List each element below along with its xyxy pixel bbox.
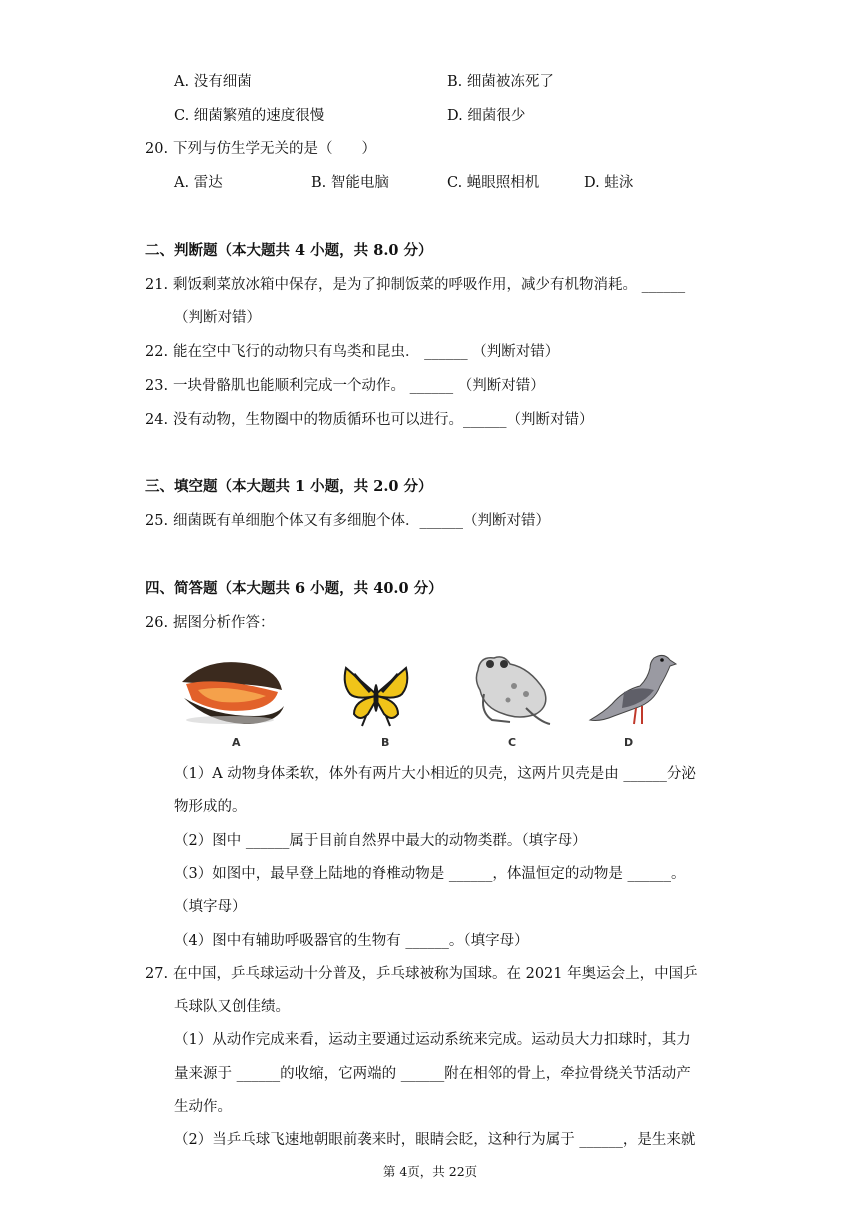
figure-caption-d: D [624,736,634,749]
question-27 [145,964,698,984]
q20-option-a: A. 雷达 [174,175,223,191]
question-text: 能在空中飞行的动物只有鸟类和昆虫． ______ （判断对错） [173,344,560,360]
question-text: 据图分析作答： [173,615,275,631]
q26-part3-line2: （填字母） [174,899,247,915]
question-number: 23. [145,378,169,394]
question-number: 25. [145,513,169,529]
q20-option-c: C. 蝇眼照相机 [447,175,540,191]
question-23 [145,376,545,396]
question-text: 没有动物，生物圈中的物质循环也可以进行。______（判断对错） [173,412,594,428]
question-text: 下列与仿生学无关的是（ ） [173,141,376,157]
q20-option-d: D. 蛙泳 [584,175,634,191]
q19-option-d: D. 细菌很少 [447,108,526,124]
question-22 [145,342,559,362]
q27-part1-line3: 生动作。 [174,1099,232,1115]
q19-option-b: B. 细菌被冻死了 [447,74,554,90]
q26-part3-line1: （3）如图中，最早登上陆地的脊椎动物是 ______，体温恒定的动物是 ______。 [174,866,686,882]
question-number: 24. [145,412,169,428]
question-number: 27. [145,966,169,982]
animal-figure [174,650,714,750]
question-text: 剩饭剩菜放冰箱中保存，是为了抑制饭菜的呼吸作用，减少有机物消耗。 ______ [173,277,686,293]
figure-caption-c: C [508,736,517,749]
section-heading-judgement: 二、判断题（本大题共 4 小题，共 8.0 分） [145,242,433,259]
q26-part4: （4）图中有辅助呼吸器官的生物有 ______。（填字母） [174,933,529,949]
q26-part1-line1: （1）A 动物身体柔软，体外有两片大小相近的贝壳，这两片贝壳是由 ______分泌 [174,766,696,782]
question-text: 细菌既有单细胞个体又有多细胞个体．______（判断对错） [173,513,550,529]
section-heading-short-answer: 四、简答题（本大题共 6 小题，共 40.0 分） [145,580,443,597]
figure-caption-b: B [381,736,390,749]
q20-option-b: B. 智能电脑 [311,175,389,191]
question-number: 21. [145,277,169,293]
question-text: 一块骨骼肌也能顺利完成一个动作。 ______ （判断对错） [173,378,545,394]
question-25 [145,511,550,531]
question-26 [145,613,275,633]
q27-part1-line1: （1）从动作完成来看，运动主要通过运动系统来完成。运动员大力扣球时，其力 [174,1032,691,1048]
q27-part1-line2: 量来源于 ______的收缩，它两端的 ______附在相邻的骨上，牵拉骨绕关节活动产 [174,1066,691,1082]
figure-caption-a: A [232,736,241,749]
question-27-continuation: 乓球队又创佳绩。 [174,999,290,1015]
q19-option-a: A. 没有细菌 [174,74,252,90]
question-number: 20. [145,141,169,157]
q26-part1-line2: 物形成的。 [174,799,247,815]
question-number: 26. [145,615,169,631]
question-21 [145,275,685,295]
question-text: 在中国，乒乓球运动十分普及，乒乓球被称为国球。在 2021 年奥运会上，中国乒 [173,966,698,982]
q27-part2-line1: （2）当乒乓球飞速地朝眼前袭来时，眼睛会眨，这种行为属于 ______，是生来就 [174,1132,696,1148]
mussel-illustration [178,654,286,726]
pigeon-illustration [584,650,688,730]
butterfly-illustration [340,664,412,728]
q19-option-c: C. 细菌繁殖的速度很慢 [174,108,325,124]
frog-illustration [470,650,554,730]
q26-part2: （2）图中 ______属于目前自然界中最大的动物类群。（填字母） [174,833,587,849]
question-21-continuation: （判断对错） [174,310,261,326]
question-number: 22. [145,344,169,360]
page-footer: 第 4页，共 22页 [382,1164,478,1179]
question-24 [145,410,594,430]
section-heading-fill-in: 三、填空题（本大题共 1 小题，共 2.0 分） [145,478,433,495]
question-20 [145,139,376,159]
